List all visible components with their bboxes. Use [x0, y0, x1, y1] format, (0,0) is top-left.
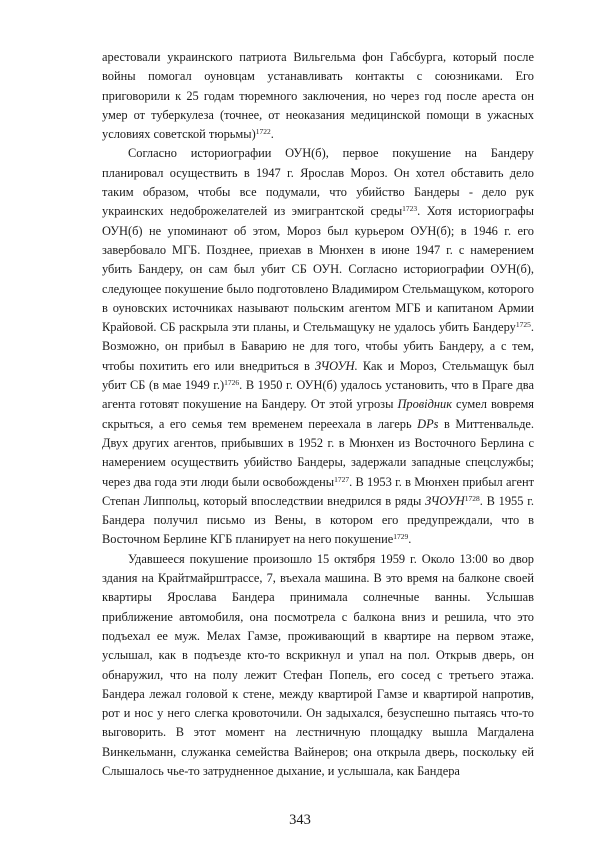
paragraph: Согласно историографии ОУН(б), первое покушение на Бандеру планировал осуществить в 1947 г. Ярослав Мороз. Он хотел обставить дело таким образом, чтобы все подумали, что убийство Бандеры - дело рук украинских недоброжелателей из эмигрантской среды$^{1723}$. Хотя историографы ОУН(б) не упоминают об этом, Мороз был курьером ОУН(б); в 1946 г. его завербовало МГБ. Позднее, приехав в Мюнхен в июне 1947 г. с намерением убить Бандеру, он сам был убит СБ ОУН. Согласно историографии ОУН(б), следующее покушение было подготовлено Владимиром Стельмащуком, которого в оуновских источниках называют польским агентом МГБ и капитаном Армии Крайовой. СБ раскрыла эти планы, и Стельмащуку не удалось убить Бандеру$^{1725}$. Возможно, он прибыл в Баварию не для того, чтобы убить Бандеру, а с тем, чтобы похитить его или внедриться в ЗЧОУН. Как и Мороз, Стельмащук был убит СБ (в мае 1949 г.)$^{1726}$. В 1950 г. ОУН(б) удалось установить, что в Праге два агента готовят покушение на Бандеру. От этой угрозы Провідник сумел вовремя скрыться, а его семья тем временем переехала в лагерь DPs в Миттенвальде. Двух других агентов, прибывших в 1952 г. в Мюнхен из Восточного Берлина с намерением осуществить убийство Бандеры, задержали западные спецслужбы; через два года эти люди были освобождены$^{1727}$. В 1953 г. в Мюнхен прибыл агент Степан Липпольц, который впоследствии внедрился в ряды $ЗЧОУН^{1728}$. В 1955 г. Бандера получил письмо из Вены, в котором его предупреждали, что в Восточном Берлине КГБ планирует на него покушение$^{1729}$. [102, 146, 535, 547]
paragraph: Удавшееся покушение произошло 15 октября 1959 г. Около 13:00 во двор здания на Крайтмайрштрассе, 7, въехала машина. В это время на балконе своей квартиры Ярослава Бандера принимала солнечные ванны. Услышав приближение автомобиля, она посмотрела с балкона вниз и решила, что это подъехал ее муж. Мелах Гамзе, проживающий в квартире на первом этаже, услышал, как в подъезде кто-то вскрикнул и упал на пол. Открыв дверь, он обнаружил, что на полу лежит Стефан Попель, его сосед с третьего этажа. Бандера лежал головой к стене, между квартирой Гамзе и квартирой напротив, рот и нос у него слегка кровоточили. Он задыхался, безуспешно пытаясь что-то выговорить. В этот момент на лестничную площадку вышла Магдалена Винкельманн, служанка семейства Вайнеров; она открыла дверь, поскольку ей Слышалось чье-то затрудненное дыхание, и услышала, как Бандера [102, 551, 534, 778]
footnote-ref: 1722 [255, 127, 271, 137]
footnote-ref: 1723 [402, 204, 418, 214]
footnote-ref: 1727 [334, 474, 350, 484]
footnote-ref: 1729 [393, 532, 409, 542]
italic-term: DPs [417, 416, 439, 431]
body-text [102, 48, 534, 781]
paragraph: арестовали украинского патриота Вильгельма фон Габсбурга, который после войны помогал оуновцам устанавливать контакты с союзниками. Его приговорили к 25 годам тюремного заключения, но через год после ареста он умер от туберкулеза (точнее, от неоказания медицинской помощи в ужасных условиях советской тюрьмы)$^{1722}$. [102, 50, 534, 142]
page-number: 343 [289, 812, 311, 828]
footnote-ref: 1725 [515, 320, 531, 330]
italic-term: Провідник [397, 397, 453, 412]
footnote-ref: 1726 [224, 378, 240, 388]
footnote-ref: 1728 [464, 493, 480, 503]
italic-term: ЗЧОУН [425, 493, 465, 508]
italic-term: ЗЧОУН. [315, 358, 358, 373]
